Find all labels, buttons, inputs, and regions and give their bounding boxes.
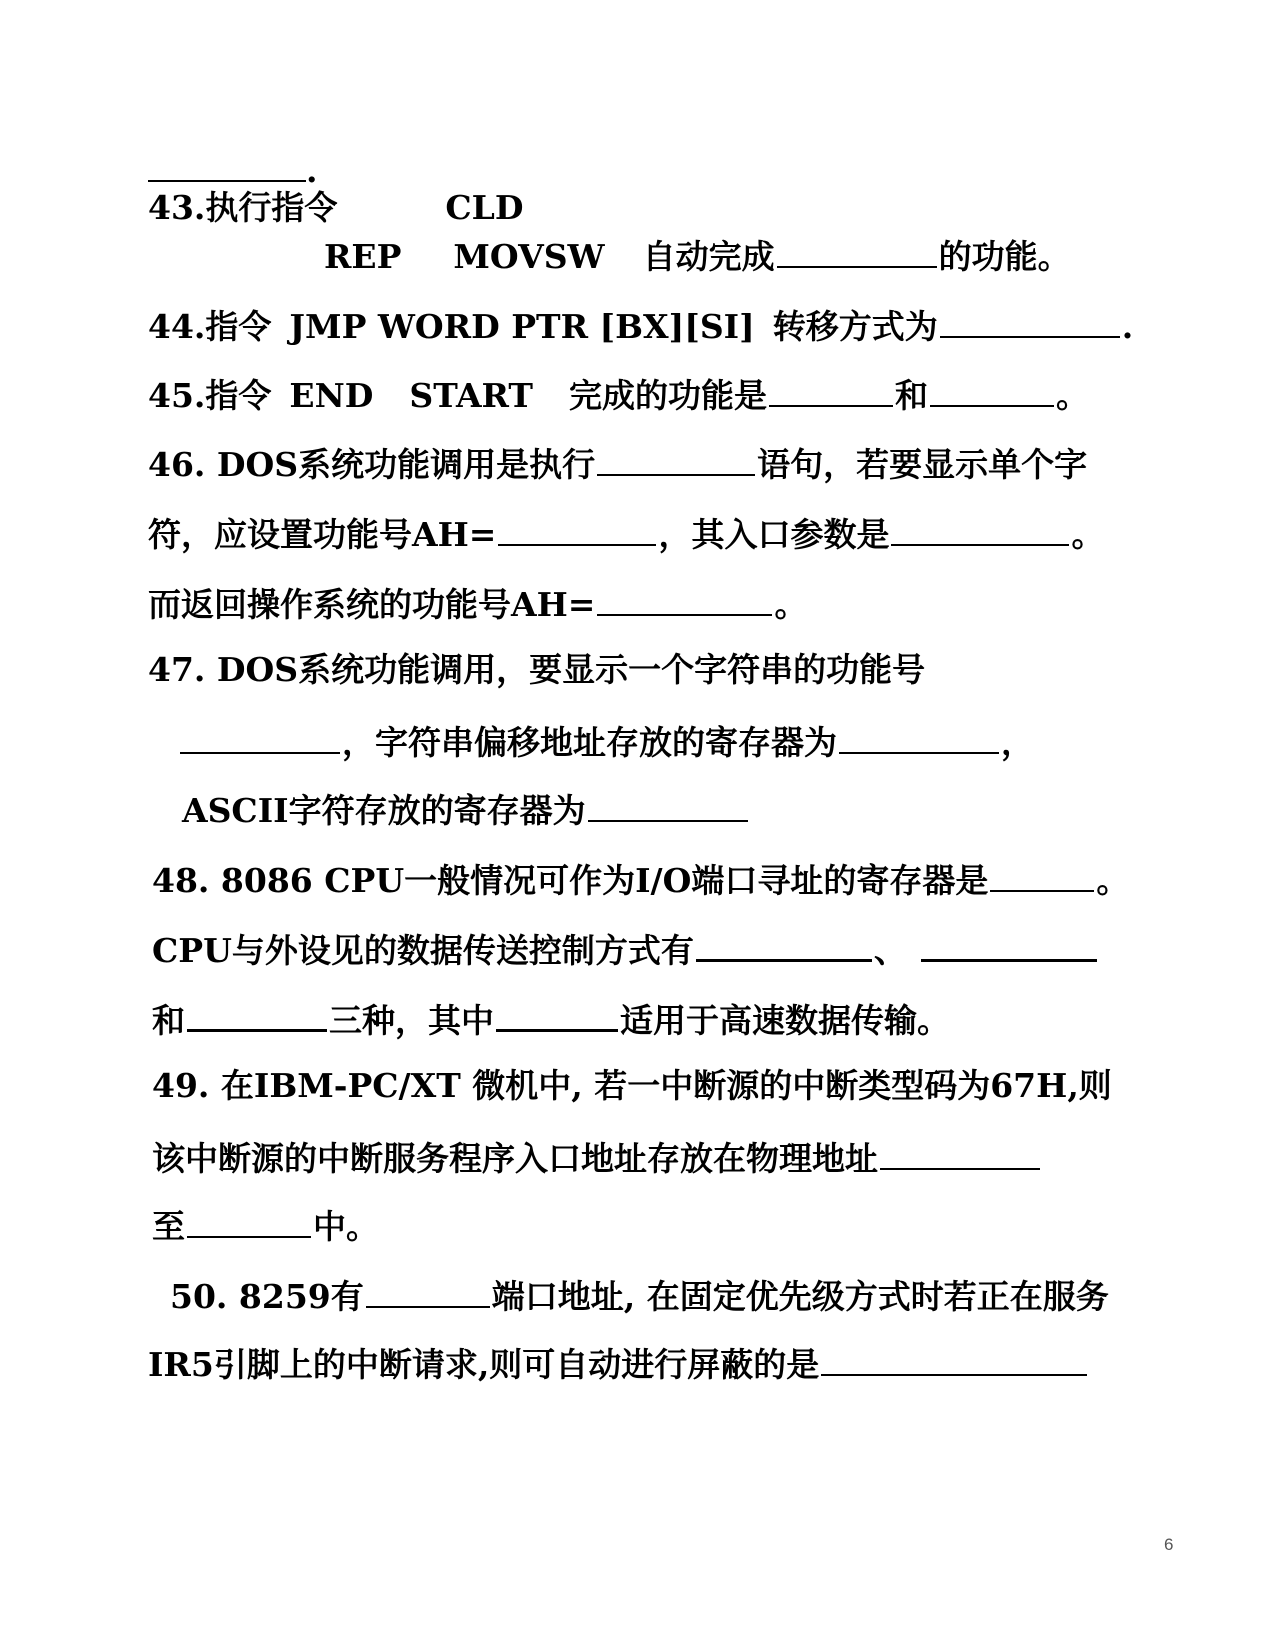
- answer-blank[interactable]: [187, 1204, 311, 1238]
- answer-blank[interactable]: [990, 858, 1094, 892]
- page-number: 6: [1164, 1535, 1174, 1554]
- answer-blank[interactable]: [769, 373, 893, 407]
- code-end: END: [289, 376, 374, 415]
- answer-blank[interactable]: [821, 1342, 1087, 1376]
- answer-blank[interactable]: [839, 720, 999, 754]
- question-50-line1: 50. 8259有 端口地址, 在固定优先级方式时若正在服务: [170, 1274, 1109, 1317]
- code-jmp: JMP WORD PTR [BX][SI]: [289, 307, 755, 346]
- answer-blank[interactable]: [180, 720, 340, 754]
- question-43-line1: [148, 188, 524, 228]
- code-rep: REP: [324, 237, 402, 276]
- question-49-line1: 49. 在IBM-PC/XT 微机中, 若一中断源的中断类型码为67H,则: [152, 1066, 1112, 1105]
- question-49-line2: 该中断源的中断服务程序入口地址存放在物理地址: [152, 1136, 1042, 1179]
- answer-blank[interactable]: [921, 927, 1097, 962]
- code-movsw: MOVSW: [453, 237, 605, 276]
- question-46-line2: 符，应设置功能号AH= ，其入口参数是 。: [148, 512, 1104, 555]
- question-47-line2: ，字符串偏移地址存放的寄存器为 ，: [180, 720, 1034, 763]
- question-47-line1: 47. DOS系统功能调用，要显示一个字符串的功能号: [148, 650, 926, 689]
- answer-blank[interactable]: [597, 442, 755, 476]
- answer-blank[interactable]: [496, 997, 618, 1032]
- question-48-line1: 48. 8086 CPU一般情况可作为I/O端口寻址的寄存器是 。: [152, 858, 1129, 901]
- question-43-label: 43.执行指令: [148, 188, 338, 227]
- question-45: 45.指令 END START 完成的功能是 和 。: [148, 373, 1089, 416]
- answer-blank[interactable]: [696, 927, 872, 962]
- answer-blank[interactable]: [588, 788, 748, 822]
- answer-blank[interactable]: [891, 512, 1069, 546]
- q42-tail: .: [148, 148, 318, 191]
- question-45-label: 45.指令: [148, 376, 272, 415]
- answer-blank[interactable]: [187, 997, 327, 1032]
- answer-blank[interactable]: [597, 582, 772, 616]
- answer-blank[interactable]: [148, 148, 306, 182]
- question-48-line3: 和 三种，其中 适用于高速数据传输。: [152, 997, 950, 1041]
- code-cld: CLD: [445, 188, 524, 227]
- code-start: START: [409, 376, 533, 415]
- question-46-line3: 而返回操作系统的功能号AH= 。: [148, 582, 807, 625]
- answer-blank[interactable]: [930, 373, 1054, 407]
- question-44: 44.指令 JMP WORD PTR [BX][SI] 转移方式为 .: [148, 304, 1133, 347]
- answer-blank[interactable]: [777, 234, 937, 268]
- question-44-label: 44.指令: [148, 307, 272, 346]
- answer-blank[interactable]: [366, 1274, 490, 1308]
- question-46-line1: 46. DOS系统功能调用是执行 语句，若要显示单个字: [148, 442, 1087, 485]
- answer-blank[interactable]: [880, 1136, 1040, 1170]
- answer-blank[interactable]: [940, 304, 1120, 338]
- question-47-line3: ASCII字符存放的寄存器为: [182, 788, 750, 831]
- question-43-line2: REP MOVSW 自动完成 的功能。: [324, 234, 1071, 277]
- question-49-line3: 至 中。: [152, 1204, 379, 1247]
- answer-blank[interactable]: [498, 512, 656, 546]
- question-48-line2: CPU与外设见的数据传送控制方式有 、: [152, 927, 1099, 971]
- question-50-line2: IR5引脚上的中断请求,则可自动进行屏蔽的是: [148, 1342, 1089, 1385]
